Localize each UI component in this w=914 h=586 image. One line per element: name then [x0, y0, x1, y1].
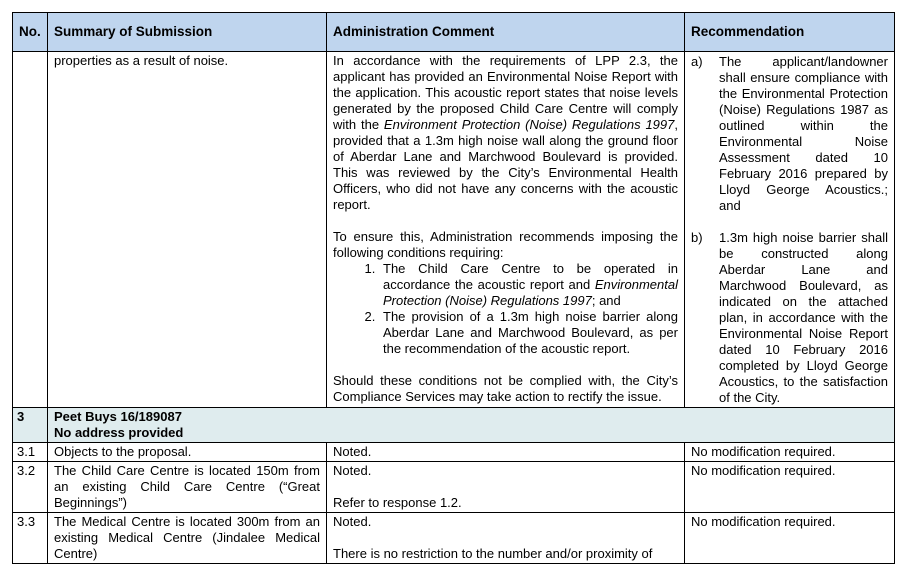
admin-comment-cell: Noted. [327, 443, 685, 462]
admin-comment-cell [327, 462, 685, 513]
summary-text: properties as a result of noise. [54, 53, 229, 68]
header-admin-comment: Administration Comment [327, 13, 685, 52]
summary-cell: The Medical Centre is located 300m from an existing Medical Centre (Jindalee Medical Centre) [48, 513, 327, 564]
conditions-list [333, 261, 678, 357]
recommendation-label-b: b) [691, 230, 703, 245]
recommendation-cell: No modification required. [685, 462, 895, 513]
admin-comment-cell [327, 513, 685, 564]
condition-1-text-b: ; and [591, 293, 621, 308]
table-row-continued [13, 52, 895, 408]
admin-comment-line-1: Noted. [333, 514, 372, 529]
row-number: 3.3 [13, 513, 48, 564]
row-number: 3.2 [13, 462, 48, 513]
condition-1-text-a: The Child Care Centre to be operated in accordance the acoustic report and [383, 261, 678, 292]
section-heading-cell [48, 408, 895, 443]
recommendation-label-a: a) [691, 54, 703, 69]
section-number: 3 [13, 408, 48, 443]
header-no: No. [13, 13, 48, 52]
admin-paragraph-3: Should these conditions not be complied with, the City’s Compliance Services may take action to rectify the issue. [333, 373, 678, 404]
table-row [13, 462, 895, 513]
admin-p1-regulation: Environment Protection (Noise) Regulations 1997 [383, 117, 675, 132]
recommendation-text-b: 1.3m high noise barrier shall be constructed along Aberdar Lane and Marchwood Boulevard, as indicated on the attached plan, in accordance with the Environmental Noise Report dated 10 February 2016 completed by Lloyd George Acoustics, to the satisfaction of the City. [719, 230, 888, 405]
recommendation-item-a [691, 54, 888, 214]
admin-p1-text-a: In accordance with the requirements of LPP 2.3, the applicant has provided an Environmental Noise Report with the application. This acoustic report states that noise levels generated by the proposed Child Care Centre will comply with the [333, 53, 678, 132]
admin-p1-text-b: , provided that a 1.3m high noise wall along the ground floor of Aberdar Lane and Marchwood Boulevard is provided. This was reviewed by the City’s Environmental Health Officers, who did not have any concerns with the acoustic report. [333, 117, 678, 212]
recommendation-item-b [691, 230, 888, 406]
condition-1-regulation: Environmental Protection (Noise) Regulations 1997 [383, 277, 678, 308]
recommendation-cell: No modification required. [685, 513, 895, 564]
summary-cell: The Child Care Centre is located 150m from an existing Child Care Centre (“Great Beginnings”) [48, 462, 327, 513]
summary-cell [48, 52, 327, 408]
table-row [13, 443, 895, 462]
header-summary: Summary of Submission [48, 13, 327, 52]
row-no-cell [13, 52, 48, 408]
recommendation-cell [685, 52, 895, 408]
table-row [13, 513, 895, 564]
table-header-row [13, 13, 895, 52]
condition-item [379, 261, 678, 309]
submissions-table [12, 12, 895, 564]
admin-paragraph-2: To ensure this, Administration recommends imposing the following conditions requiring: [333, 229, 678, 260]
summary-cell: Objects to the proposal. [48, 443, 327, 462]
section-row [13, 408, 895, 443]
admin-comment-cell [327, 52, 685, 408]
admin-comment-line-2: Refer to response 1.2. [333, 495, 462, 510]
recommendation-text-a: The applicant/landowner shall ensure compliance with the Environmental Protection (Noise) Regulations 1987 as outlined within the Environmental Noise Assessment dated 10 February 2016 prepared by Lloyd George Acoustics.; and [719, 54, 888, 213]
admin-comment-line-1: Noted. [333, 463, 372, 478]
section-title: Peet Buys 16/189087 [54, 409, 182, 424]
recommendation-cell: No modification required. [685, 443, 895, 462]
row-number: 3.1 [13, 443, 48, 462]
admin-comment-line-2: There is no restriction to the number and/or proximity of [333, 546, 653, 561]
section-subtitle: No address provided [54, 425, 184, 440]
header-recommendation: Recommendation [685, 13, 895, 52]
admin-paragraph-1 [333, 53, 678, 213]
condition-item: 2. The provision of a 1.3m high noise barrier along Aberdar Lane and Marchwood Boulevard, as per the recommendation of the acoustic report. [379, 309, 678, 357]
